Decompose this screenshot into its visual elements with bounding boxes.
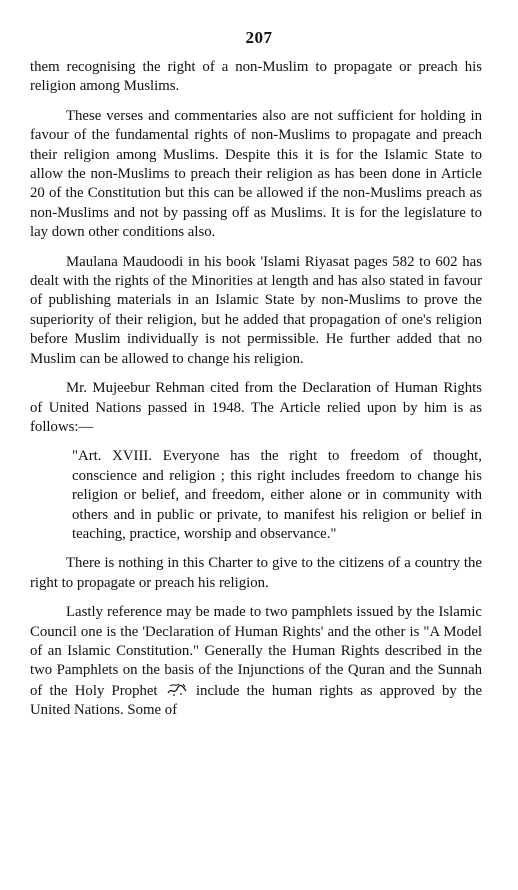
- paragraph-continuation: them recognising the right of a non-Muslim to propagate or preach his religion among Muslims.: [30, 59, 482, 95]
- paragraph-fundamental-rights: These verses and commentaries also are not sufficient for holding in favour of the fundamental rights of non-Muslims to propagate and preach their religion among Muslims. Despite this it is for the Islamic State to allow the non-Muslims to preach their religion as has been done in Article 20 of the Constitution but this can be allowed if the non-Muslims preach as non-Muslims and not by passing off as Muslims. It is for the legislature to lay down other conditions also.: [30, 107, 482, 241]
- paragraph-pamphlets: [30, 603, 482, 720]
- paragraph-mujeebur-rehman: Mr. Mujeebur Rehman cited from the Declaration of Human Rights of United Nations passed in 1948. The Article relied upon by him is as follows:—: [30, 380, 482, 435]
- paragraph-pamphlets-tail: include the human rights as approved by the United Nations. Some of: [30, 682, 483, 719]
- paragraph-pamphlets-text: Lastly reference may be made to two pamphlets issued by the Islamic Council one is the 'Declaration of Human Rights' and the other is "A Model of an Islamic Constitution." Generally the Human Rights described in the two Pamphlets on the basis of the Injunctions of the Quran and the Sunnah of the Holy Prophet: [30, 604, 482, 699]
- paragraph-charter: There is nothing in this Charter to give to the citizens of a country the right to propagate or preach his religion.: [30, 555, 482, 591]
- paragraph-maudoodi: Maulana Maudoodi in his book 'Islami Riyasat pages 582 to 602 has dealt with the rights of the Minorities at length and has also stated in favour of publishing materials in an Islamic State by non-Muslims to prove the superiority of their religion, but he added that propagation of one's religion before Muslim individually is not permissible. He further added that no Muslim can be allowed to change his religion.: [30, 253, 482, 367]
- body-text: [30, 58, 482, 721]
- block-quote-article-xviii: "Art. XVIII. Everyone has the right to freedom of thought, conscience and religion ; this right includes freedom to change his religion or belief, and freedom, either alone or in community with others and in public or private, to manifest his religion or belief in teaching, practice, worship and observance.": [72, 448, 482, 542]
- page-number: 207: [245, 28, 273, 47]
- honorific-calligraphy-icon: [166, 681, 188, 697]
